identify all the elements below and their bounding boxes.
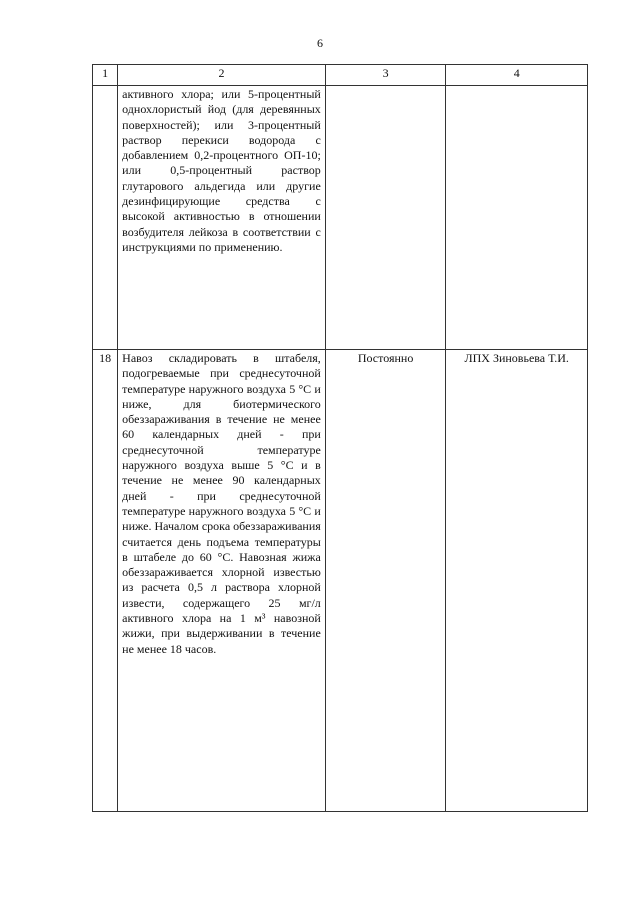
responsible-cell	[446, 86, 588, 350]
table-row	[93, 350, 588, 812]
page-number: 6	[317, 36, 323, 50]
header-col-2: 2	[118, 65, 326, 86]
measures-table	[92, 64, 588, 812]
header-col-3: 3	[325, 65, 446, 86]
measure-text: Навоз складировать в штабеля, подогреваемые при среднесуточной температуре наружного воздуха 5 °С и ниже, для биотермического обеззараживания в течение не менее 60 календарных дней - при среднесуточной температуре наружного воздуха выше 5 °С и в течение не менее 90 календарных дней - при среднесуточной температуре наружного воздуха 5 °С и ниже. Началом срока обеззараживания считается день подъема температуры в штабеле до 60 °С. Навозная жижа обеззараживается хлорной известью из расчета 0,5 л раствора хлорной извести, содержащего 25 мг/л активного хлора на 1 м³ навозной жижи, при выдерживании в течение не менее 18 часов.	[118, 350, 326, 812]
measure-text: активного хлора; или 5-процентный однохлористый йод (для деревянных поверхностей); или 3-процентный раствор перекиси водорода с добавлением 0,2-процентного ОП-10; или 0,5-процентный раствор глутарового альдегида или другие дезинфицирующие средства с высокой активностью в отношении возбудителя лейкоза в соответствии с инструкциями по применению.	[118, 86, 326, 350]
row-number	[93, 86, 118, 350]
table-row	[93, 86, 588, 350]
period-cell	[325, 86, 446, 350]
header-col-1: 1	[93, 65, 118, 86]
table-header-row	[93, 65, 588, 86]
row-number: 18	[93, 350, 118, 812]
header-col-4: 4	[446, 65, 588, 86]
responsible-cell: ЛПХ Зиновьева Т.И.	[446, 350, 588, 812]
period-cell: Постоянно	[325, 350, 446, 812]
